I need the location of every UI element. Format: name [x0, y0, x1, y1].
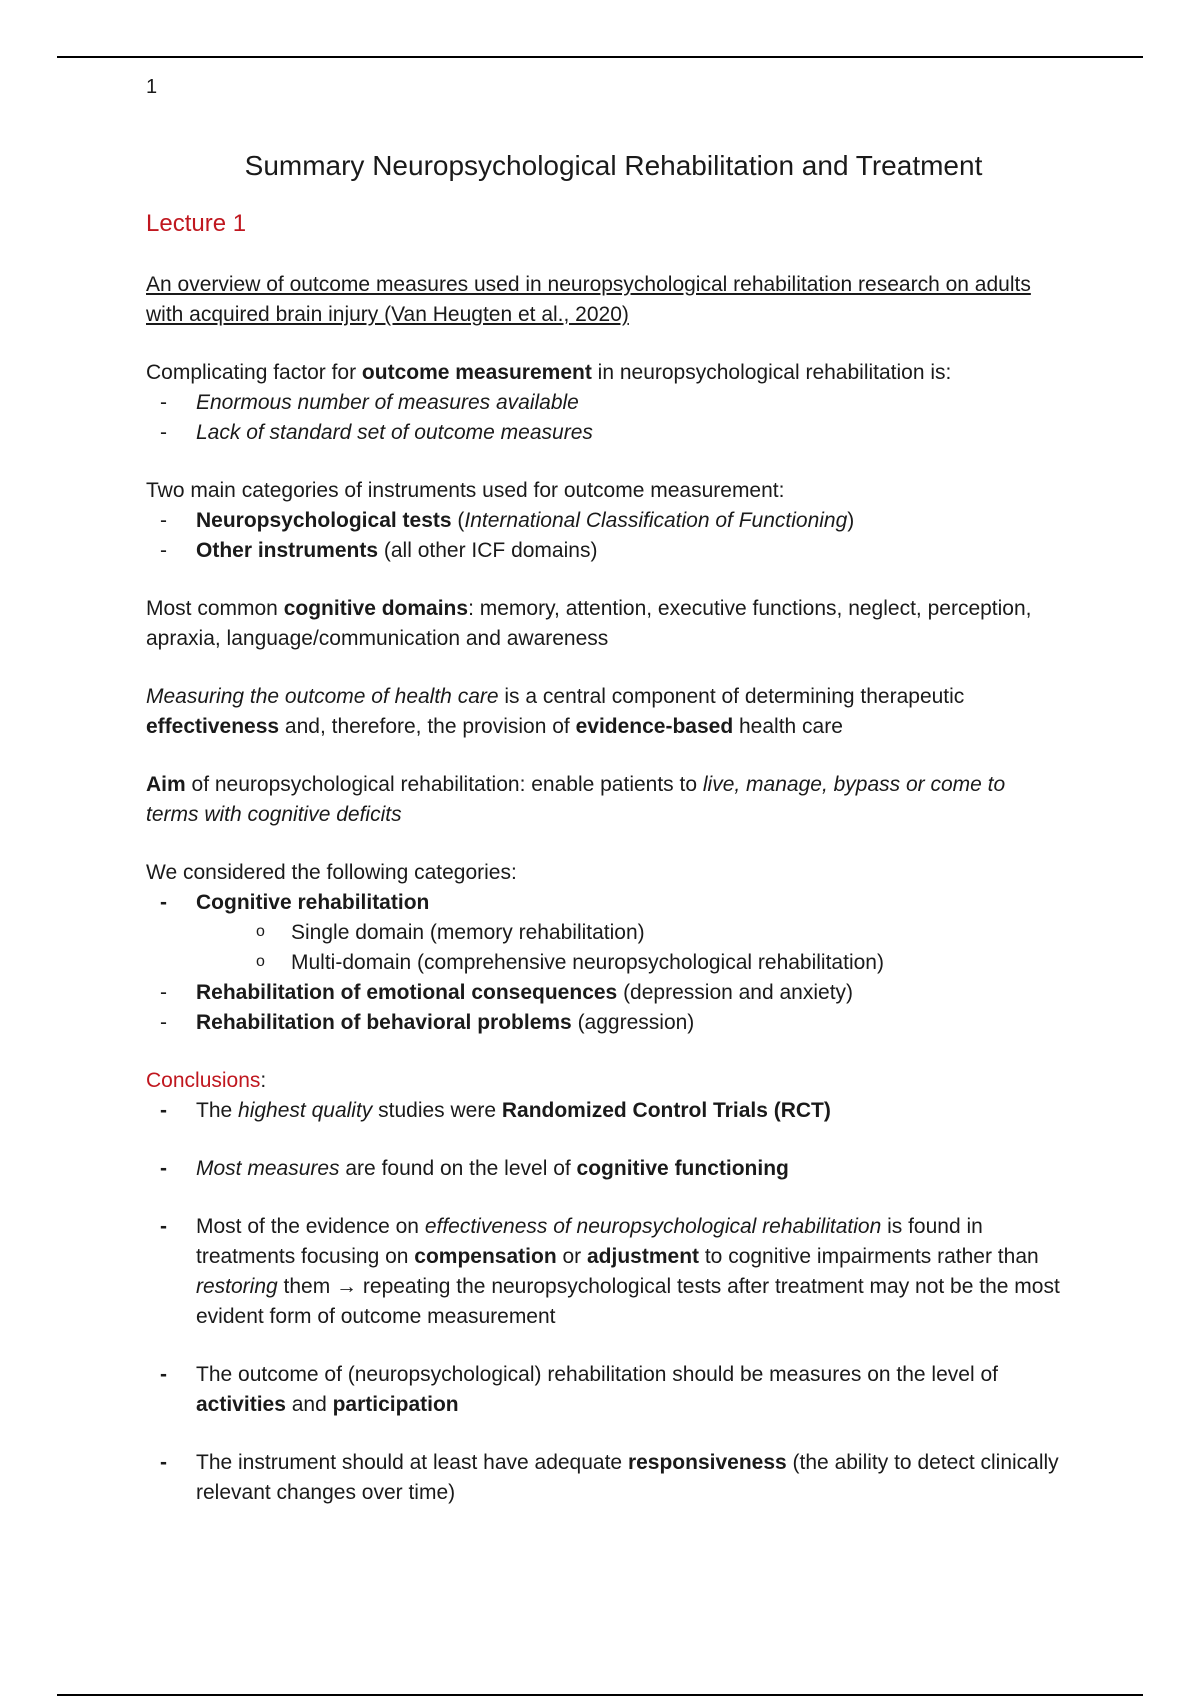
cognitive-subcategories — [146, 918, 1061, 978]
outcome-paragraph: Measuring the outcome of health care is a central component of determining therapeutic effectiveness and, therefore, the provision of evidence-based health care — [146, 685, 965, 738]
conclusion-item: - Most measures are found on the level of cognitive functioning — [146, 1154, 1061, 1184]
footer-rule — [57, 1694, 1143, 1696]
article-reference: An overview of outcome measures used in neuropsychological rehabilitation research on adults with acquired brain injury (Van Heugten et al., 2020) — [146, 273, 1031, 326]
conclusions-list — [146, 1096, 1061, 1508]
document-body — [146, 146, 1061, 1536]
complicating-factor-text: Complicating factor for outcome measurement in neuropsychological rehabilitation is: — [146, 361, 952, 384]
list-item: - Rehabilitation of behavioral problems (aggression) — [146, 1008, 1061, 1038]
section-conclusions — [146, 1066, 1061, 1508]
conclusion-item: - The outcome of (neuropsychological) rehabilitation should be measures on the level of activities and participation — [146, 1360, 1061, 1420]
cognitive-domains-paragraph: Most common cognitive domains: memory, attention, executive functions, neglect, perception, apraxia, language/communication and awareness — [146, 597, 1032, 650]
list-item: - Lack of standard set of outcome measures — [146, 418, 1061, 448]
categories-list-continued — [146, 978, 1061, 1038]
section-complicating-factor — [146, 358, 1061, 448]
categories-intro: We considered the following categories: — [146, 861, 517, 884]
conclusions-heading: Conclusions: — [146, 1069, 267, 1092]
conclusion-item: - The instrument should at least have adequate responsiveness (the ability to detect clinically relevant changes over time) — [146, 1448, 1061, 1508]
categories-list — [146, 888, 1061, 918]
page-number: 1 — [146, 76, 158, 98]
section-instrument-categories — [146, 476, 1061, 566]
document-title: Summary Neuropsychological Rehabilitation and Treatment — [244, 150, 983, 181]
section-categories — [146, 858, 1061, 1038]
list-item: - Enormous number of measures available — [146, 388, 1061, 418]
instrument-categories-intro: Two main categories of instruments used for outcome measurement: — [146, 479, 785, 502]
sub-list-item: o Single domain (memory rehabilitation) — [146, 918, 1061, 948]
conclusion-item: - Most of the evidence on effectiveness of neuropsychological rehabilitation is found in treatments focusing on compensation or adjustment to cognitive impairments rather than restoring them → repeating the neuropsychological tests after treatment may not be the most evident form of outcome measurement — [146, 1212, 1061, 1332]
lecture-heading: Lecture 1 — [146, 210, 247, 237]
list-item: - Other instruments (all other ICF domains) — [146, 536, 1061, 566]
aim-paragraph: Aim of neuropsychological rehabilitation: enable patients to live, manage, bypass or come to terms with cognitive deficits — [146, 773, 1006, 826]
list-item: - Cognitive rehabilitation — [146, 888, 1061, 918]
sub-list-item: o Multi-domain (comprehensive neuropsychological rehabilitation) — [146, 948, 1061, 978]
complicating-factor-list — [146, 388, 1061, 448]
list-item: - Neuropsychological tests (International Classification of Functioning) — [146, 506, 1061, 536]
instrument-categories-list — [146, 506, 1061, 566]
list-item: - Rehabilitation of emotional consequences (depression and anxiety) — [146, 978, 1061, 1008]
conclusion-item: - The highest quality studies were Randomized Control Trials (RCT) — [146, 1096, 1061, 1126]
header-rule — [57, 56, 1143, 58]
